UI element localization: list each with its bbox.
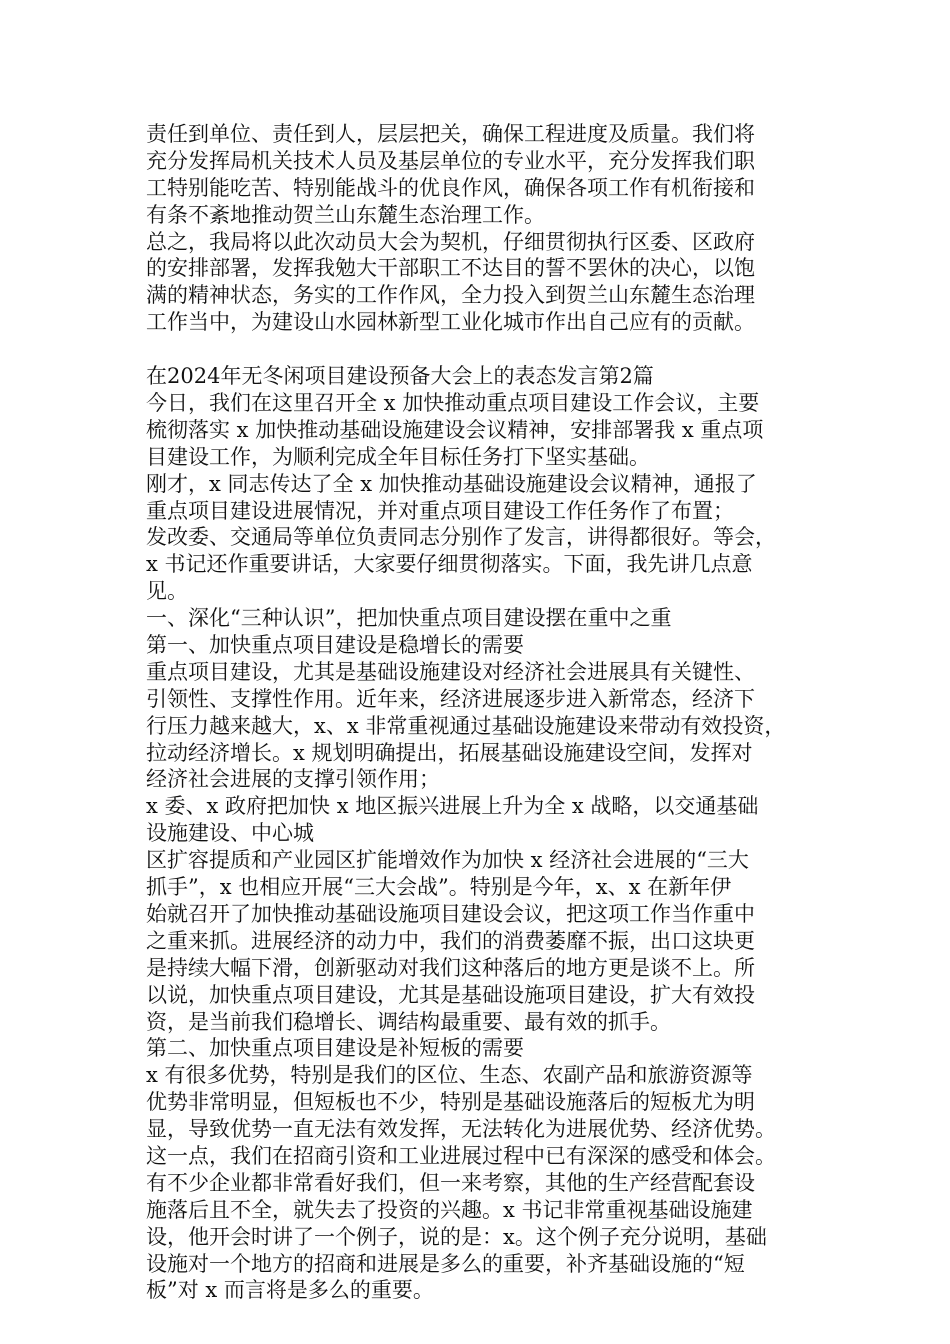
text-line: 引领性、支撑性作用。近年来，经济进展逐步进入新常态，经济下 [146, 686, 755, 711]
text-line: 设，他开会时讲了一个例子，说的是：x。这个例子充分说明，基础 [146, 1224, 767, 1249]
text-line: 总之，我局将以此次动员大会为契机，仔细贯彻执行区委、区政府 [146, 229, 755, 254]
text-line: x 书记还作重要讲话，大家要仔细贯彻落实。下面，我先讲几点意 [146, 552, 753, 577]
text-line: 重点项目建设，尤其是基础设施建设对经济社会进展具有关键性、 [146, 659, 755, 684]
text-line: 满的精神状态，务实的工作作风，全力投入到贺兰山东麓生态治理 [146, 283, 755, 308]
text-line: 今日，我们在这里召开全 x 加快推动重点项目建设工作会议，主要 [146, 391, 760, 416]
text-line: 抓手”，x 也相应开展“三大会战”。特别是今年，x、x 在新年伊 [146, 875, 732, 900]
text-line: 充分发挥局机关技术人员及基层单位的专业水平，充分发挥我们职 [146, 148, 755, 173]
text-line: 设施对一个地方的招商和进展是多么的重要，补齐基础设施的“短 [146, 1251, 745, 1276]
text-line: 以说，加快重点项目建设，尤其是基础设施项目建设，扩大有效投 [146, 982, 755, 1007]
text-line: x 有很多优势，特别是我们的区位、生态、农副产品和旅游资源等 [146, 1063, 753, 1088]
text-line: 始就召开了加快推动基础设施项目建设会议，把这项工作当作重中 [146, 901, 755, 926]
text-line: 拉动经济增长。x 规划明确提出，拓展基础设施建设空间，发挥对 [146, 740, 753, 765]
text-line: 发改委、交通局等单位负责同志分别作了发言，讲得都很好。等会， [146, 525, 776, 550]
text-line: 经济社会进展的支撑引领作用； [146, 767, 440, 792]
text-line: 工特别能吃苦、特别能战斗的优良作风，确保各项工作有机衔接和 [146, 175, 755, 200]
section-title: 在2024年无冬闲项目建设预备大会上的表态发言第2篇 [146, 364, 654, 389]
text-line: 是持续大幅下滑，创新驱动对我们这种落后的地方更是谈不上。所 [146, 955, 755, 980]
document-body [146, 121, 826, 1304]
text-line: 行压力越来越大，x、x 非常重视通过基础设施建设来带动有效投资， [146, 713, 786, 738]
text-line: 显，导致优势一直无法有效发挥，无法转化为进展优势、经济优势。 [146, 1117, 776, 1142]
text-line: 之重来抓。进展经济的动力中，我们的消费萎靡不振，出口这块更 [146, 928, 755, 953]
text-line: 区扩容提质和产业园区扩能增效作为加快 x 经济社会进展的“三大 [146, 848, 749, 873]
text-line: 责任到单位、责任到人，层层把关，确保工程进度及质量。我们将 [146, 122, 755, 146]
text-line: 板”对 x 而言将是多么的重要。 [146, 1278, 434, 1303]
text-line: 资，是当前我们稳增长、调结构最重要、最有效的抓手。 [146, 1009, 671, 1034]
text-line: 目建设工作，为顺利完成全年目标任务打下坚实基础。 [146, 444, 650, 469]
text-line: 施落后且不全，就失去了投资的兴趣。x 书记非常重视基础设施建 [146, 1197, 753, 1222]
text-line: 的安排部署，发挥我勉大干部职工不达目的誓不罢休的决心，以饱 [146, 256, 755, 281]
text-line: 优势非常明显，但短板也不少，特别是基础设施落后的短板尤为明 [146, 1090, 755, 1115]
text-line: 设施建设、中心城 [146, 821, 314, 846]
text-line: 重点项目建设进展情况，并对重点项目建设工作任务作了布置； [146, 498, 734, 523]
text-line: 见。 [146, 579, 188, 604]
text-line: 有不少企业都非常看好我们，但一来考察，其他的生产经营配套设 [146, 1170, 755, 1195]
text-line: 工作当中，为建设山水园林新型工业化城市作出自己应有的贡献。 [146, 310, 755, 335]
text-line: 有条不紊地推动贺兰山东麓生态治理工作。 [146, 202, 545, 227]
text-line: 梳彻落实 x 加快推动基础设施建设会议精神，安排部署我 x 重点项 [146, 417, 764, 442]
heading-line: 一、深化“三种认识”，把加快重点项目建设摆在重中之重 [146, 606, 672, 631]
text-line: 这一点，我们在招商引资和工业进展过程中已有深深的感受和体会。 [146, 1143, 776, 1168]
text-line: x 委、x 政府把加快 x 地区振兴进展上升为全 x 战略，以交通基础 [146, 794, 759, 819]
subheading-line: 第一、加快重点项目建设是稳增长的需要 [146, 633, 524, 658]
subheading-line: 第二、加快重点项目建设是补短板的需要 [146, 1036, 524, 1061]
paragraph-gap [146, 336, 826, 363]
text-line: 刚才，x 同志传达了全 x 加快推动基础设施建设会议精神，通报了 [146, 471, 757, 496]
